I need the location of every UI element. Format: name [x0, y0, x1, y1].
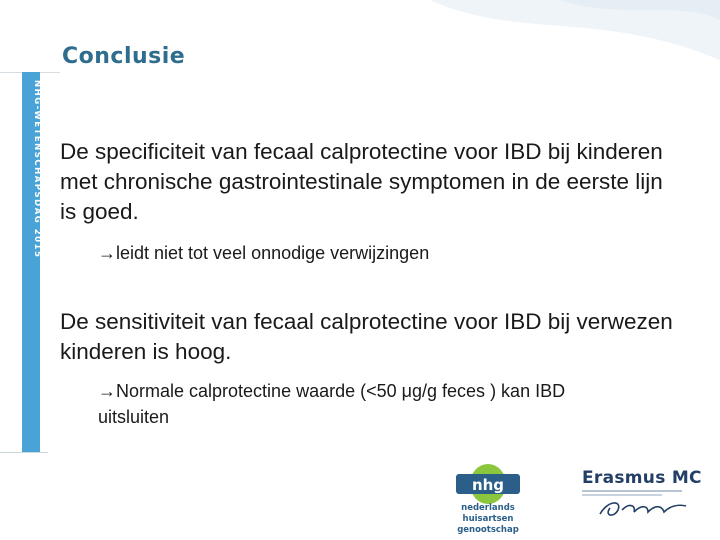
sub-point-exclude — [98, 378, 638, 430]
nhg-mark-text: nhg — [471, 476, 505, 494]
nhg-caption-line1: nederlands huisartsen — [461, 503, 515, 524]
nhg-caption-line2: genootschap — [457, 525, 519, 535]
sidebar-text: NHG-WETENSCHAPSDAG 2015 — [32, 80, 42, 259]
page-title: Conclusie — [62, 44, 186, 69]
arrow-icon: → — [98, 243, 116, 263]
sub-point-text: leidt niet tot veel onnodige verwijzingen — [116, 243, 430, 263]
erasmus-logo — [578, 466, 700, 524]
sub-point-referrals — [98, 240, 658, 266]
arrow-icon: → — [98, 381, 116, 401]
paragraph-sensitivity: De sensitiviteit van fecaal calprotectine voor IBD bij verwezen kinderen is hoog. — [60, 309, 673, 364]
paragraph-specificity: De specificiteit van fecaal calprotectine voor IBD bij kinderen met chronische gastrointestinale symptomen in de eerste lijn is goed. — [60, 139, 663, 224]
sidebar-bottom-rule — [0, 452, 48, 453]
erasmus-logo-text: Erasmus MC — [582, 468, 702, 488]
sub-point-text: Normale calprotectine waarde (<50 μg/g feces ) kan IBD uitsluiten — [98, 381, 566, 427]
nhg-logo-caption — [436, 503, 540, 536]
